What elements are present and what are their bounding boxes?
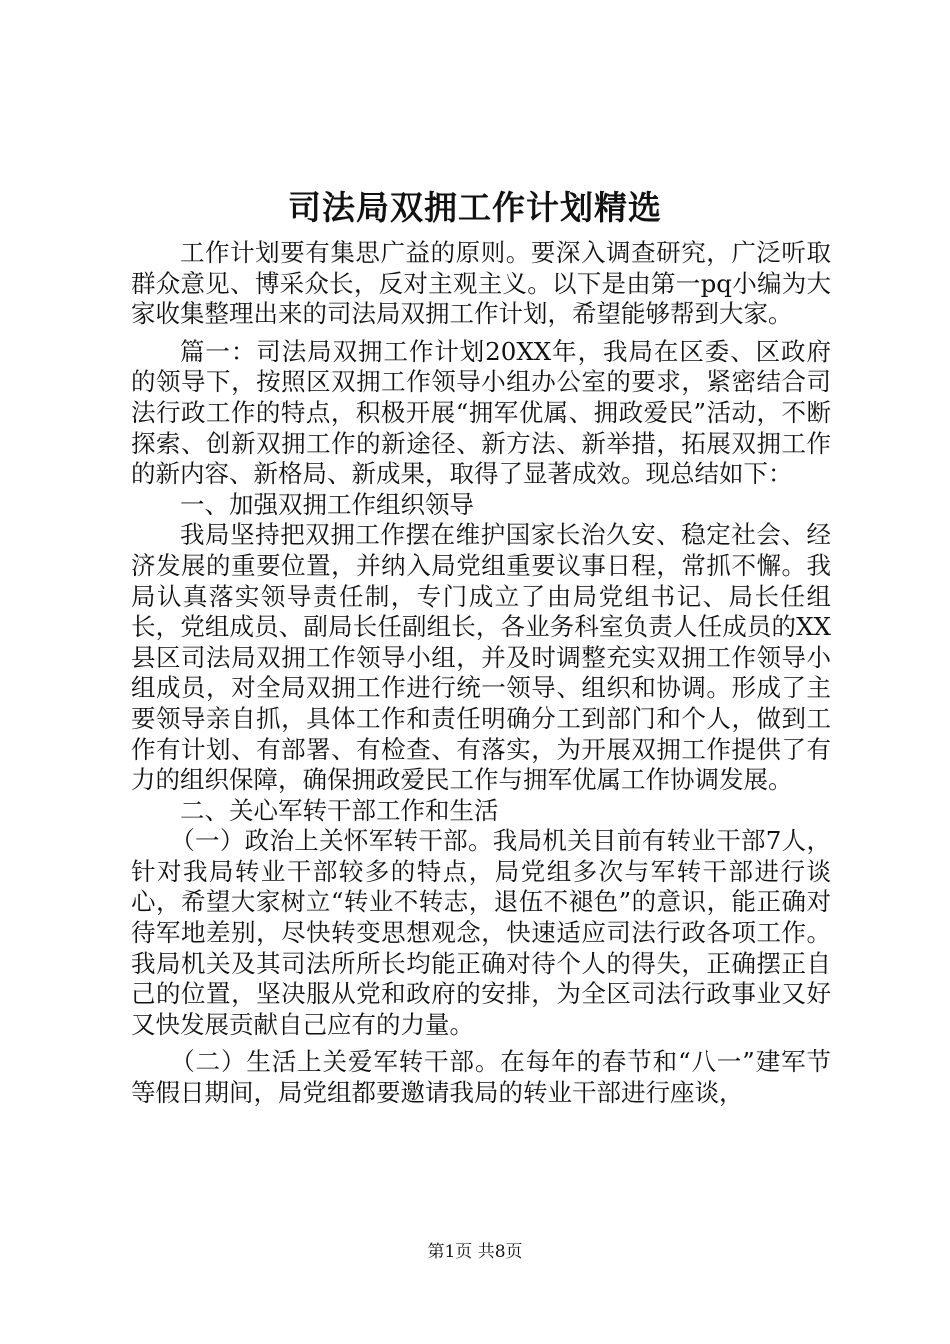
subsection-1-paragraph: （一）政治上关怀军转干部。我局机关目前有转业干部7人，针对我局转业干部较多的特点，局党组多次与军转干部进行谈心，希望大家树立“转业不转志，退伍不褪色”的意识，能正确对待军地差别，尽快转变思想观念，快速适应司法行政各项工作。我局机关及其司法所所长均能正确对待个人的得失，正确摆正自己的位置，坚决服从党和政府的安排，为全区司法行政事业又好又快发展贡献自己应有的力量。	[131, 826, 831, 1039]
section-heading-2: 二、关心军转干部工作和生活	[180, 795, 499, 825]
page-footer: 第1页 共8页	[427, 1242, 523, 1262]
section-heading-1: 一、加强双拥工作组织领导	[180, 489, 474, 519]
document-body	[131, 238, 831, 1109]
article-one-paragraph: 篇一：司法局双拥工作计划20XX年，我局在区委、区政府的领导下，按照区双拥工作领导小组办公室的要求，紧密结合司法行政工作的特点，积极开展“拥军优属、拥政爱民”活动，不断探索、创新双拥工作的新途径、新方法、新举措，拓展双拥工作的新内容、新格局、新成果，取得了显著成效。现总结如下：	[131, 336, 831, 489]
document-title: 司法局双拥工作计划精选	[288, 188, 662, 227]
intro-paragraph: 工作计划要有集思广益的原则。要深入调查研究，广泛听取群众意见、博采众长，反对主观主义。以下是由第一pq小编为大家收集整理出来的司法局双拥工作计划，希望能够帮到大家。	[131, 238, 831, 329]
subsection-2-paragraph: （二）生活上关爱军转干部。在每年的春节和“八一”建军节等假日期间，局党组都要邀请我局的转业干部进行座谈，	[131, 1047, 831, 1108]
section-1-paragraph: 我局坚持把双拥工作摆在维护国家长治久安、稳定社会、经济发展的重要位置，并纳入局党组重要议事日程，常抓不懈。我局认真落实领导责任制，专门成立了由局党组书记、局长任组长，党组成员、副局长任副组长，各业务科室负责人任成员的XX县区司法局双拥工作领导小组，并及时调整充实双拥工作领导小组成员，对全局双拥工作进行统一领导、组织和协调。形成了主要领导亲自抓，具体工作和责任明确分工到部门和个人，做到工作有计划、有部署、有检查、有落实，为开展双拥工作提供了有力的组织保障，确保拥政爱民工作与拥军优属工作协调发展。	[131, 520, 831, 795]
